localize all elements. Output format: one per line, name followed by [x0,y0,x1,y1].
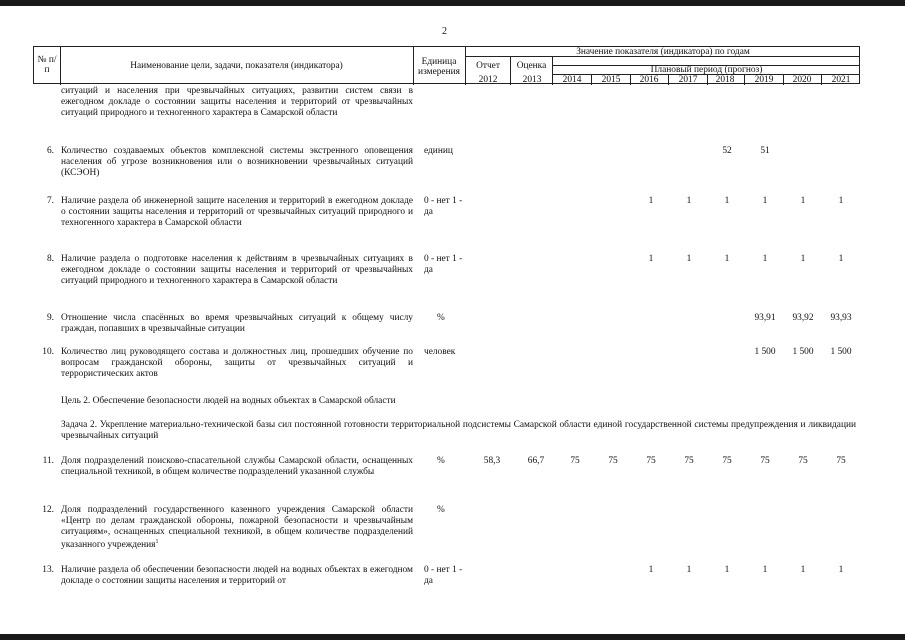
row-value: 75 [760,456,770,466]
row-value: 1 500 [754,347,776,357]
header-year: 2014 [562,75,582,85]
row-unit: единиц [424,146,453,156]
row-name: Наличие раздела об обеспечении безопасности людей на водных объектах в ежегодном докладе о состоянии защиты населения и территорий от [61,565,413,586]
header-unit: Единица измерения [418,57,460,77]
row-number: 6. [46,146,54,156]
row-value: 75 [646,456,656,466]
row-unit: % [437,505,445,515]
row-value: 1 [724,565,730,575]
row-unit: 0 - нет 1 - да [424,565,463,586]
row-name: Отношение числа спасённых во время чрезвычайных ситуаций к общему числу граждан, попавших в чрезвычайные ситуации [61,313,413,334]
table-header [33,46,860,84]
row-value: 1 [648,196,654,206]
row-value: 1 [762,254,768,264]
header-plan: Плановый период (прогноз) [650,65,763,75]
row-unit: % [437,313,445,323]
scan-bottom-border [0,634,905,640]
goal-title: Цель 2. Обеспечение безопасности людей на водных объектах в Самарской области [61,396,396,406]
continuation-text: ситуаций и населения при чрезвычайных ситуациях, развитии систем связи в ежегодном докладе о состоянии защиты населения и территорий от чрезвычайных ситуаций природного и техногенного характера в Самарской области [61,86,413,118]
row-number: 11. [42,456,54,466]
row-value: 75 [722,456,732,466]
row-value: 75 [684,456,694,466]
row-number: 10. [42,347,54,357]
row-value: 1 [648,565,654,575]
row-value: 1 [838,254,844,264]
header-name: Наименование цели, задачи, показателя (индикатора) [130,61,343,71]
row-value: 1 [800,196,806,206]
row-number: 8. [46,254,54,264]
row-value: 1 [762,196,768,206]
page-number: 2 [442,26,447,37]
row-name: Наличие раздела об инженерной защите населения и территорий в ежегодном докладе о состоянии защиты населения и территорий от чрезвычайных ситуаций природного и техногенного характера в Самарской области [61,196,413,228]
header-year: 2020 [792,75,812,85]
row-name-text: Доля подразделений государственного казенного учреждения Самарской области «Центр по делам гражданской обороны, пожарной безопасности и чрезвычайным ситуациям», оснащенных специальной техникой, в общем количестве подразделений указанного учреждения [61,505,413,551]
row-value: 1 [762,565,768,575]
row-unit: % [437,456,445,466]
row-number: 13. [42,565,54,575]
row-value: 75 [570,456,580,466]
row-name: Доля подразделений поисково-спасательной службы Самарской области, оснащенных специальной техникой, в общем количестве подразделений указанной службы [61,456,413,477]
header-num: № п/п [37,55,57,75]
row-value: 1 [686,254,692,264]
row-name [61,505,413,551]
header-year: 2016 [639,75,659,85]
row-unit: человек [424,347,456,357]
row-value: 1 [838,196,844,206]
row-value: 1 500 [830,347,852,357]
row-value: 1 [686,196,692,206]
header-year: 2013 [522,75,542,85]
row-value: 1 [800,254,806,264]
header-estimate: Оценка [516,61,547,71]
header-values-title: Значение показателя (индикатора) по годам [576,47,750,57]
row-name: Количество создаваемых объектов комплексной системы экстренного оповещения населения об угрозе возникновения или о возникновении чрезвычайных ситуаций (КСЭОН) [61,146,413,178]
row-value: 75 [608,456,618,466]
row-value: 58,3 [483,456,501,466]
row-value: 51 [760,146,770,156]
row-name: Количество лиц руководящего состава и должностных лиц, прошедших обучение по вопросам гражданской обороны, защиты от чрезвычайных ситуаций и террористических актов [61,347,413,379]
row-value: 1 [724,254,730,264]
row-number: 9. [46,313,54,323]
row-number: 12. [42,505,54,515]
header-year: 2017 [678,75,698,85]
row-value: 1 [724,196,730,206]
row-value: 75 [836,456,846,466]
footnote-marker: 1 [155,539,159,546]
row-value: 1 [648,254,654,264]
row-value: 1 500 [792,347,814,357]
header-year: 2018 [715,75,735,85]
row-value: 1 [686,565,692,575]
row-value: 66,7 [527,456,545,466]
row-name: Наличие раздела о подготовке населения к действиям в чрезвычайных ситуациях в ежегодном докладе о состоянии защиты населения и территорий от чрезвычайных ситуаций природного и техногенного характера в Самарской области [61,254,413,286]
row-number: 7. [46,196,54,206]
row-unit: 0 - нет 1 - да [424,254,463,275]
row-value: 93,93 [830,313,852,323]
row-value: 93,92 [792,313,814,323]
row-value: 75 [798,456,808,466]
row-value: 52 [722,146,732,156]
row-value: 1 [838,565,844,575]
row-value: 93,91 [754,313,776,323]
scan-top-border [0,0,905,6]
header-year: 2021 [831,75,851,85]
header-year: 2019 [754,75,774,85]
row-unit: 0 - нет 1 - да [424,196,463,217]
header-year: 2015 [601,75,621,85]
header-year: 2012 [478,75,498,85]
row-value: 1 [800,565,806,575]
header-report: Отчет [476,61,500,71]
task-title: Задача 2. Укрепление материально-технической базы сил постоянной готовности территориальной подсистемы Самарской области единой государственной системы предупреждения и ликвидации чрезвычайных ситуаций [61,420,856,441]
